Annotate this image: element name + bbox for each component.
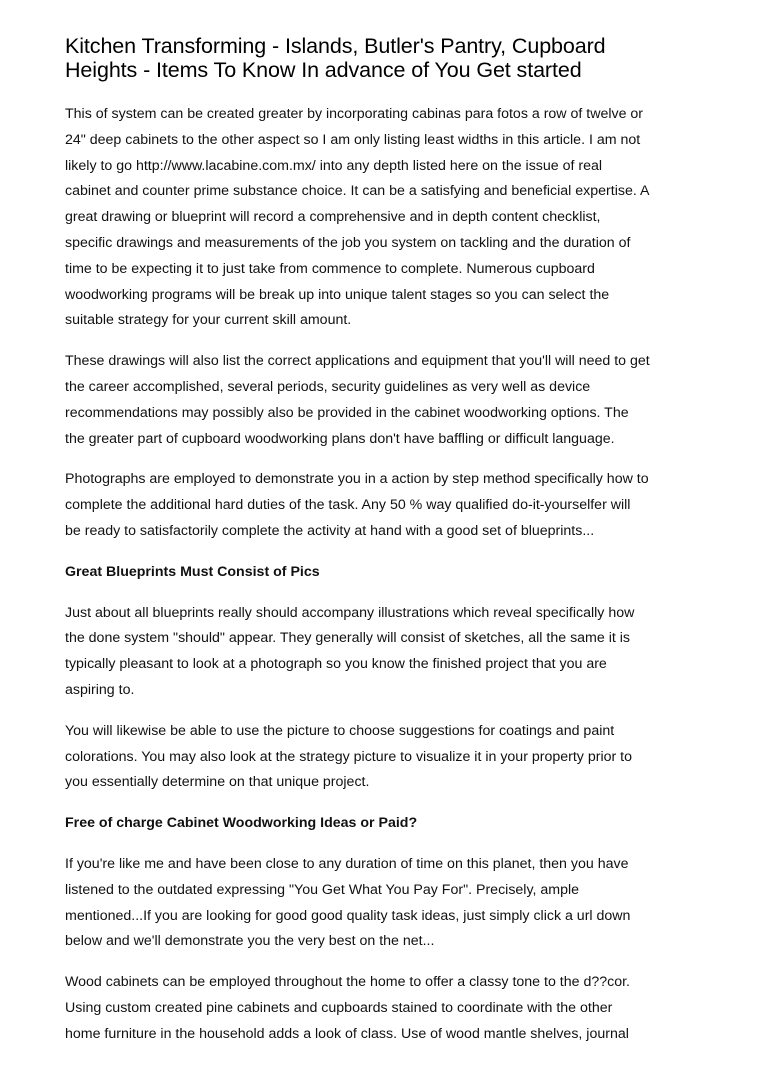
text-line: home furniture in the household adds a look of class. Use of wood mantle shelves, journal [65, 1025, 629, 1042]
text-line: 24" deep cabinets to the other aspect so I am only listing least widths in this article. I am not [65, 131, 641, 148]
text-line: suitable strategy for your current skill amount. [65, 312, 352, 329]
text-line: Using custom created pine cabinets and cupboards stained to coordinate with the other [65, 999, 613, 1016]
page-title [65, 34, 713, 82]
text-line: below and we'll demonstrate you the very best on the net... [65, 933, 435, 950]
text-line: you essentially determine on that unique project. [65, 774, 370, 791]
text-line: be ready to satisfactorily complete the activity at hand with a good set of blueprints... [65, 522, 595, 539]
text-line: Wood cabinets can be employed throughout the home to offer a classy tone to the d??cor. [65, 974, 630, 991]
section-heading-free-or-paid: Free of charge Cabinet Woodworking Ideas or Paid? [65, 815, 418, 832]
text-line: typically pleasant to look at a photograph so you know the finished project that you are [65, 656, 607, 673]
text-line: This of system can be created greater by incorporating cabinas para fotos a row of twelve or [65, 106, 644, 122]
paragraph-4 [65, 601, 713, 704]
text-line: likely to go http://www.lacabine.com.mx/ into any depth listed here on the issue of real [65, 157, 603, 174]
text-line: You will likewise be able to use the picture to choose suggestions for coatings and paint [65, 722, 615, 739]
text-line: great drawing or blueprint will record a comprehensive and in depth content checklist, [65, 209, 601, 226]
text-line: the done system "should" appear. They generally will consist of sketches, all the same it is [65, 630, 630, 647]
text-line: If you're like me and have been close to any duration of time on this planet, then you have [65, 855, 629, 872]
text-line: mentioned...If you are looking for good good quality task ideas, just simply click a url down [65, 907, 631, 924]
title-line-1: Kitchen Transforming - Islands, Butler's Pantry, Cupboard [65, 34, 606, 58]
text-line: specific drawings and measurements of the job you system on tackling and the duration of [65, 234, 631, 251]
text-line: cabinet and counter prime substance choice. It can be a satisfying and beneficial expertise. A [65, 183, 650, 200]
text-line: time to be expecting it to just take from commence to complete. Numerous cupboard [65, 260, 595, 277]
text-line: the greater part of cupboard woodworking plans don't have baffling or difficult language. [65, 430, 615, 447]
text-line: Photographs are employed to demonstrate you in a action by step method specifically how to [65, 471, 649, 488]
paragraph-7 [65, 970, 713, 1047]
paragraph-3 [65, 467, 713, 544]
text-line: colorations. You may also look at the strategy picture to visualize it in your property prior to [65, 748, 632, 765]
text-line: recommendations may possibly also be provided in the cabinet woodworking options. The [65, 404, 629, 421]
text-line: aspiring to. [65, 681, 135, 698]
text-line: Just about all blueprints really should accompany illustrations which reveal specifically how [65, 604, 635, 621]
text-line: the career accomplished, several periods, security guidelines as very well as device [65, 378, 591, 395]
paragraph-2 [65, 349, 713, 452]
paragraph-1 [65, 102, 713, 334]
title-line-2: Heights - Items To Know In advance of You Get started [65, 58, 582, 82]
text-line: These drawings will also list the correct applications and equipment that you'll will need to get [65, 353, 650, 370]
text-line: woodworking programs will be break up into unique talent stages so you can select the [65, 286, 610, 303]
text-line: complete the additional hard duties of the task. Any 50 % way qualified do-it-yourselfer will [65, 497, 631, 514]
text-line: listened to the outdated expressing "You Get What You Pay For". Precisely, ample [65, 881, 580, 898]
section-heading-blueprints: Great Blueprints Must Consist of Pics [65, 563, 320, 580]
document-page [65, 34, 713, 1063]
paragraph-5 [65, 719, 713, 796]
paragraph-6 [65, 852, 713, 955]
